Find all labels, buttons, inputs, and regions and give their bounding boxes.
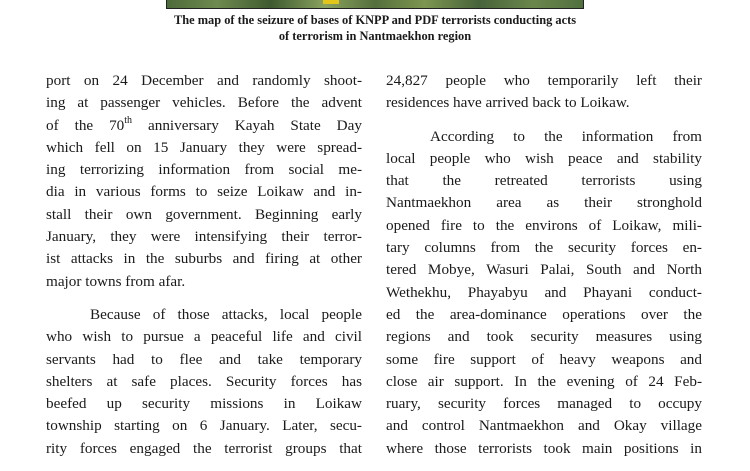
text-line: major towns from afar. [46, 272, 186, 290]
text-line: beefed up security missions in Loikaw [46, 395, 362, 413]
text-line: According to the information from [430, 127, 702, 145]
paragraph [386, 70, 702, 115]
text-line: who wish to pursue a peaceful life and civil [46, 328, 362, 346]
text-line [46, 115, 362, 137]
text-line: residences have arrived back to Loikaw. [386, 94, 630, 112]
paragraph [46, 70, 362, 293]
text-fragment: anniversary Kayah State Day [132, 116, 362, 134]
left-column [46, 70, 362, 471]
text-line: regions and took security measures using [386, 328, 702, 346]
text-line: servants had to flee and take temporary [46, 350, 362, 368]
superscript: th [124, 114, 133, 126]
text-line: close air support. In the evening of 24 Feb- [386, 372, 702, 390]
text-line: tary columns from the security forces en- [386, 239, 702, 257]
text-line: some fire support of heavy weapons and [386, 350, 702, 368]
text-line: where those terrorists took main positions in [386, 439, 702, 457]
text-fragment: of the 70 [46, 116, 125, 134]
text-line: local people who wish peace and stability [386, 149, 702, 167]
text-line: stall their own government. Beginning early [46, 205, 362, 223]
text-line: ist attacks in the suburbs and firing at other [46, 250, 362, 268]
text-line: tered Mobye, Wasuri Palai, South and North [386, 261, 702, 279]
text-line: and control Nantmaekhon and Okay village [386, 417, 702, 435]
paragraph [386, 126, 702, 460]
right-column [386, 70, 702, 471]
text-line: that the retreated terrorists using [386, 172, 702, 190]
map-image [166, 0, 584, 9]
paragraph [46, 304, 362, 460]
caption-line: The map of the seizure of bases of KNPP and PDF terrorists conducting acts [173, 13, 577, 27]
text-line: which fell on 15 January they were spread- [46, 138, 362, 156]
text-line: port on 24 December and randomly shoot- [46, 72, 362, 89]
text-line: ruary, security forces managed to occupy [386, 395, 702, 413]
figure-caption [130, 12, 620, 44]
text-line: rity forces engaged the terrorist groups that [46, 439, 362, 457]
text-line: dia in various forms to seize Loikaw and in- [46, 183, 362, 201]
text-line: ed the area-dominance operations over the [386, 305, 702, 323]
text-line: 24,827 people who temporarily left their [386, 72, 702, 89]
text-line: January, they were intensifying their terror- [46, 228, 362, 246]
text-line: opened fire to the environs of Loikaw, mili- [386, 216, 702, 234]
text-line: ing at passenger vehicles. Before the advent [46, 94, 362, 112]
text-line: Because of those attacks, local people [90, 305, 362, 323]
caption-line: of terrorism in Nantmaekhon region [278, 29, 472, 43]
text-line: Wethekhu, Phayabyu and Phayani conduct- [386, 283, 702, 301]
map-marker [323, 0, 339, 4]
text-line: shelters at safe places. Security forces has [46, 372, 362, 390]
text-line: township starting on 6 January. Later, secu- [46, 417, 362, 435]
text-line: Nantmaekhon area as their stronghold [386, 194, 702, 212]
text-line: ing terrorizing information from social me- [46, 161, 362, 179]
